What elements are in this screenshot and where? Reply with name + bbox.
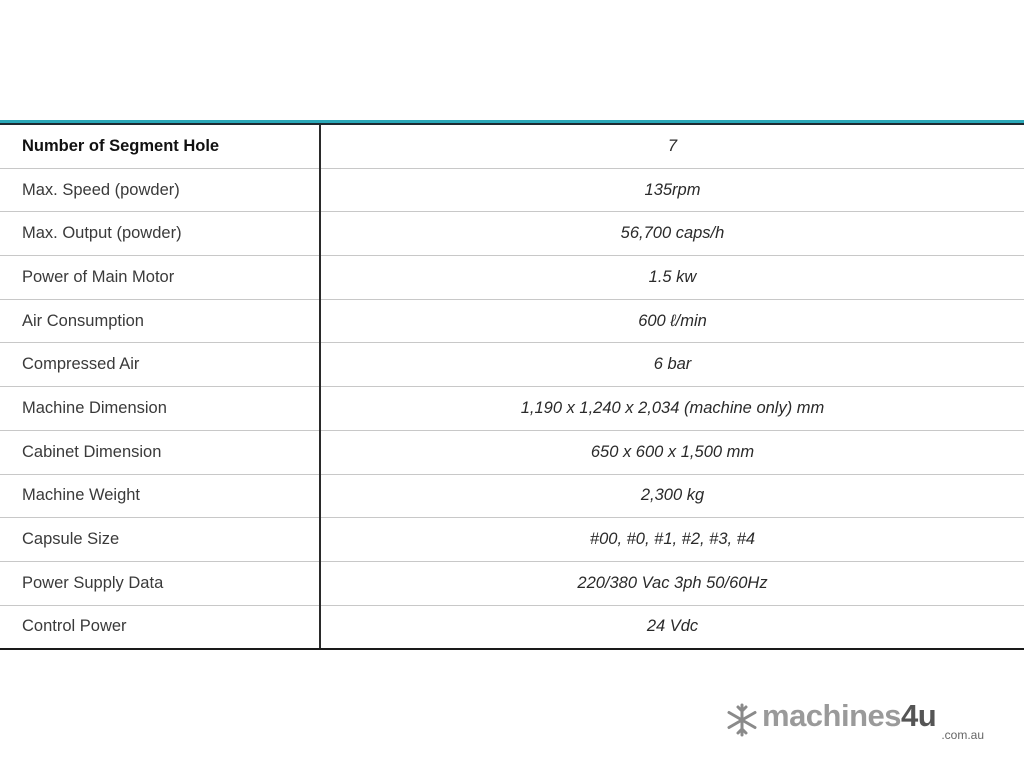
logo-text-main: machines [762,698,902,733]
spec-value: 2,300 kg [320,474,1024,518]
spec-label: Number of Segment Hole [0,125,320,168]
table-row [0,256,1024,300]
spec-label: Capsule Size [0,518,320,562]
logo-domain: .com.au [941,728,984,742]
machines4u-logo [724,698,994,748]
spec-value: #00, #0, #1, #2, #3, #4 [320,518,1024,562]
table-row [0,605,1024,649]
table-row [0,168,1024,212]
spec-value: 220/380 Vac 3ph 50/60Hz [320,561,1024,605]
table-row [0,518,1024,562]
table-row [0,125,1024,168]
spec-label: Max. Speed (powder) [0,168,320,212]
logo-wordmark [762,698,936,734]
spec-value: 7 [320,125,1024,168]
spec-value: 1,190 x 1,240 x 2,034 (machine only) mm [320,387,1024,431]
spec-label: Control Power [0,605,320,649]
spec-label: Machine Weight [0,474,320,518]
snowflake-icon [724,702,760,738]
spec-value: 135rpm [320,168,1024,212]
spec-table-container [0,120,1024,650]
spec-label: Cabinet Dimension [0,430,320,474]
table-row [0,299,1024,343]
spec-label: Max. Output (powder) [0,212,320,256]
table-row [0,343,1024,387]
spec-value: 1.5 kw [320,256,1024,300]
spec-value: 6 bar [320,343,1024,387]
table-row [0,430,1024,474]
spec-value: 600 ℓ/min [320,299,1024,343]
spec-label: Machine Dimension [0,387,320,431]
spec-value: 650 x 600 x 1,500 mm [320,430,1024,474]
table-row [0,387,1024,431]
spec-table [0,125,1024,650]
table-row [0,212,1024,256]
logo-text-accent: 4u [901,698,937,733]
spec-label: Power Supply Data [0,561,320,605]
spec-value: 24 Vdc [320,605,1024,649]
table-row [0,474,1024,518]
spec-value: 56,700 caps/h [320,212,1024,256]
spec-label: Power of Main Motor [0,256,320,300]
spec-label: Air Consumption [0,299,320,343]
table-row [0,561,1024,605]
spec-label: Compressed Air [0,343,320,387]
